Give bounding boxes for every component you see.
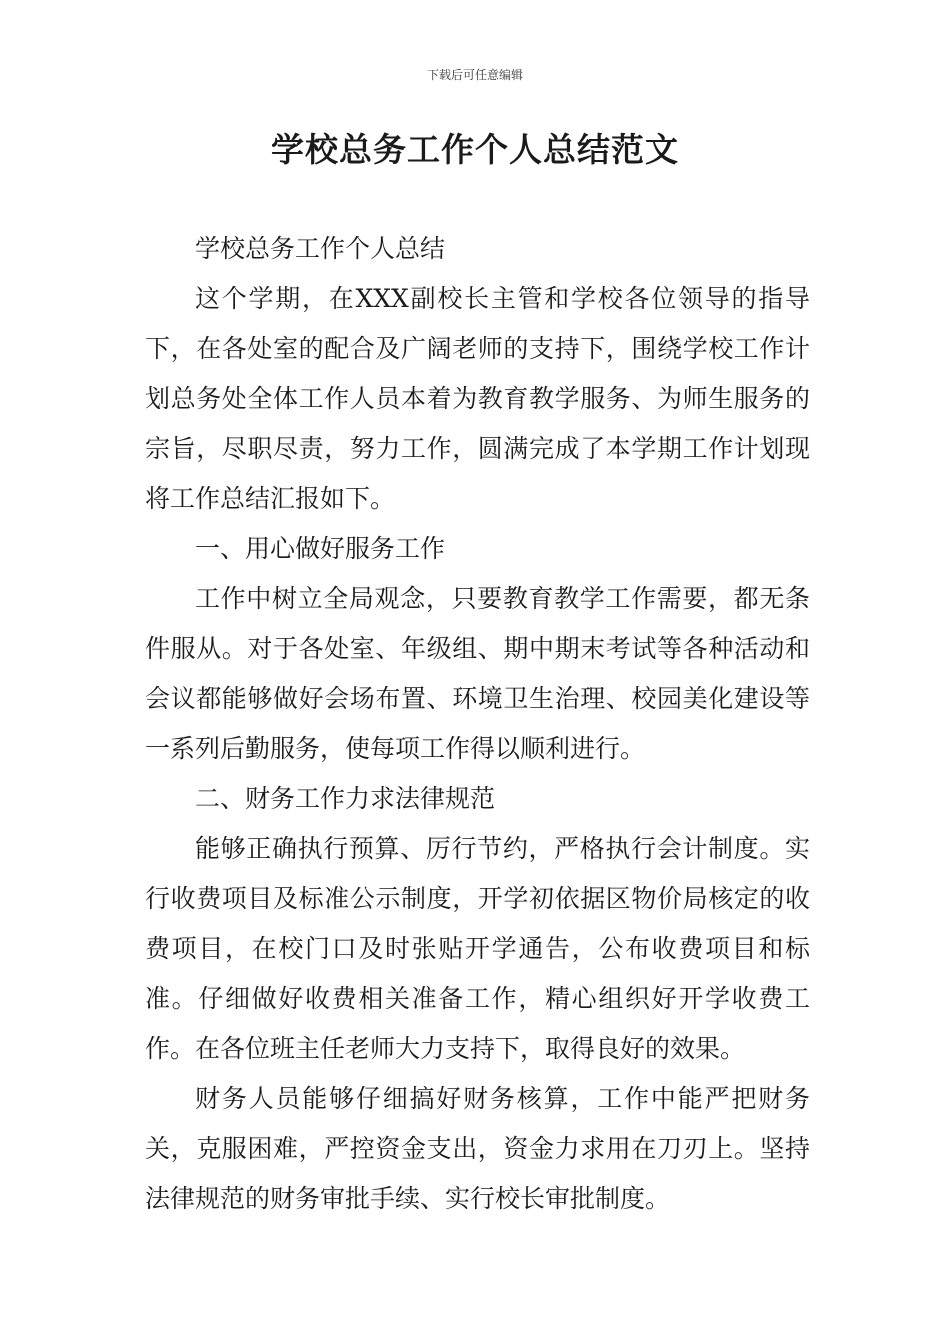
document-title: 学校总务工作个人总结范文	[271, 130, 679, 169]
paragraph-subtitle: 学校总务工作个人总结	[195, 234, 446, 263]
document-body	[145, 224, 810, 1224]
paragraph-intro: 这个学期，在XXX副校长主管和学校各位领导的指导下，在各处室的配合及广阔老师的支持下，围绕学校工作计划总务处全体工作人员本着为教育教学服务、为师生服务的宗旨，尽职尽责，努力工作，圆满完成了本学期工作计划现将工作总结汇报如下。	[145, 284, 810, 513]
section-heading-1: 一、用心做好服务工作	[195, 534, 446, 563]
paragraph-accounting: 财务人员能够仔细搞好财务核算，工作中能严把财务关，克服困难，严控资金支出，资金力求用在刀刃上。坚持法律规范的财务审批手续、实行校长审批制度。	[145, 1084, 810, 1213]
header-note: 下载后可任意编辑	[426, 68, 523, 82]
paragraph-service: 工作中树立全局观念，只要教育教学工作需要，都无条件服从。对于各处室、年级组、期中期末考试等各种活动和会议都能够做好会场布置、环境卫生治理、校园美化建设等一系列后勤服务，使每项工作得以顺利进行。	[145, 584, 810, 763]
section-heading-2: 二、财务工作力求法律规范	[195, 784, 496, 813]
paragraph-finance: 能够正确执行预算、厉行节约，严格执行会计制度。实行收费项目及标准公示制度，开学初依据区物价局核定的收费项目，在校门口及时张贴开学通告，公布收费项目和标准。仔细做好收费相关准备工作，精心组织好开学收费工作。在各位班主任老师大力支持下，取得良好的效果。	[145, 834, 810, 1063]
